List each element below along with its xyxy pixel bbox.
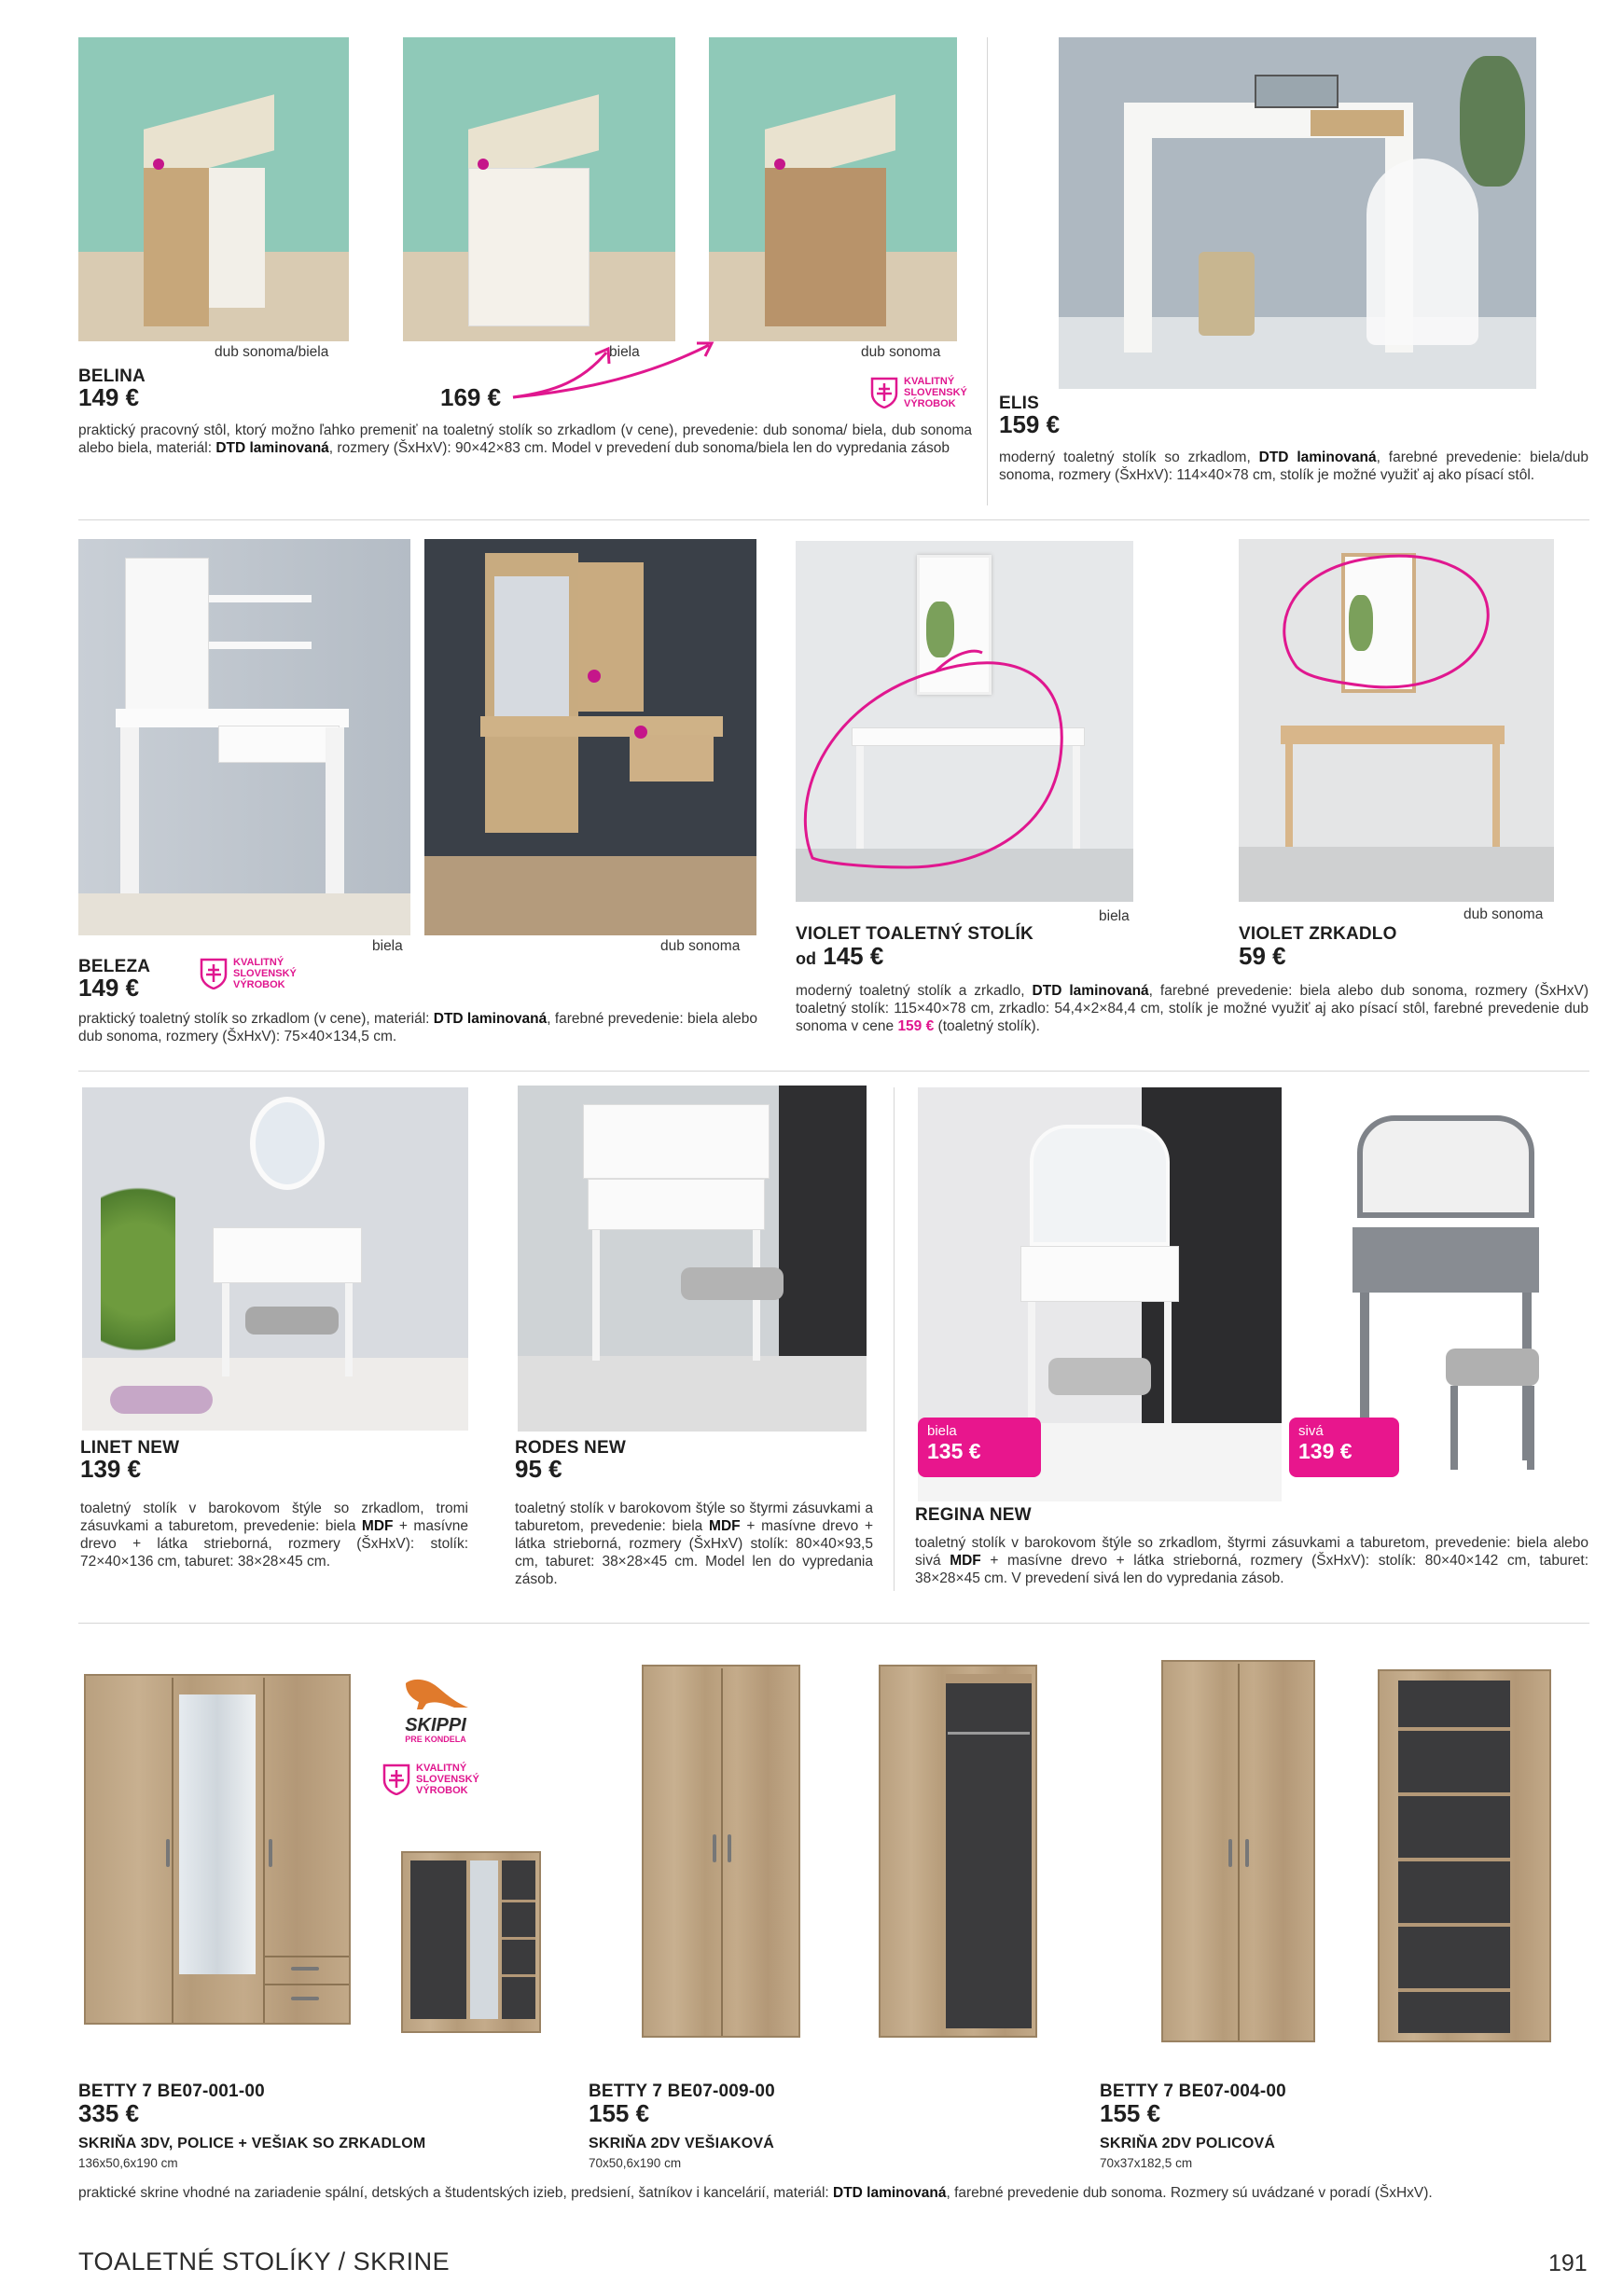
slovak-shield-icon — [200, 958, 228, 989]
price-beleza: 149 € — [78, 974, 140, 1002]
price-violet-zrkadlo: 59 € — [1239, 942, 1286, 970]
betty2-dimensions: 70x50,6x190 cm — [589, 2156, 682, 2170]
betty2-wardrobe-closed — [642, 1665, 800, 2038]
betty1-wardrobe-closed — [84, 1674, 351, 2025]
betty3-wardrobe-open — [1378, 1669, 1551, 2042]
price-violet-stolik — [796, 942, 883, 971]
betty2-wardrobe-open — [879, 1665, 1037, 2038]
badge-line: VÝROBOK — [904, 398, 956, 409]
belina-photo-white — [403, 37, 675, 341]
betty2-title: SKRIŇA 2DV VEŠIAKOVÁ — [589, 2136, 774, 2151]
price-betty1: 335 € — [78, 2099, 140, 2127]
price-betty2: 155 € — [589, 2099, 650, 2127]
slovak-shield-icon — [870, 377, 898, 408]
section-title: TOALETNÉ STOLÍKY / SKRINE — [78, 2248, 451, 2275]
linet-description: toaletný stolík v barokovom štýle so zrkadlom, tromi zásuvkami a taburetom, prevedenie: biela MDF + masívne drevo + látka strieborná, rozmery (ŠxHxV): stolík: 72×40×136 cm, taburet: 38×28×45 cm. — [80, 1501, 469, 1570]
price-value: 145 € — [823, 942, 884, 970]
rodes-description: toaletný stolík v barokovom štýle so štyrmi zásuvkami a taburetom, prevedenie: biela MDF + masívne drevo + látka strieborná, rozmery (ŠxHxV) stolík: 80×40×93,5 cm, taburet: 38×28×45 cm. Model len do vypredania zásob. — [515, 1501, 873, 1587]
price-belina: 149 € — [78, 383, 140, 411]
betty3-wardrobe-closed — [1161, 1660, 1315, 2042]
price-rodes: 95 € — [515, 1455, 562, 1483]
product-name-regina: REGINA NEW — [915, 1505, 1032, 1525]
tag-price: 139 € — [1298, 1439, 1352, 1463]
badge-line: VÝROBOK — [416, 1785, 468, 1796]
quality-badge — [870, 376, 967, 409]
pink-arrows — [508, 334, 723, 404]
betty3-title: SKRIŇA 2DV POLICOVÁ — [1100, 2136, 1276, 2151]
slovak-shield-icon — [382, 1763, 410, 1795]
price-elis: 159 € — [999, 410, 1061, 438]
violet-zrkadlo-variant: dub sonoma — [1463, 906, 1544, 922]
belina-variant-caption: dub sonoma — [861, 344, 941, 360]
badge-line: SLOVENSKÝ — [233, 968, 297, 979]
product-name-betty3: BETTY 7 BE07-004-00 — [1100, 2082, 1286, 2101]
page-number: 191 — [1548, 2250, 1588, 2276]
badge-line: KVALITNÝ — [416, 1763, 467, 1774]
skippi-tagline: PRE KONDELA — [405, 1735, 466, 1744]
linet-photo — [82, 1087, 468, 1431]
beleza-description: praktický toaletný stolík so zrkadlom (v cene), materiál: DTD laminovaná, farebné prevedenie: biela alebo dub sonoma, rozmery (ŠxHxV): 75×40×134,5 cm. — [78, 1011, 758, 1044]
badge-line: KVALITNÝ — [233, 957, 284, 968]
beleza-photo-white — [78, 539, 410, 935]
product-name-betty2: BETTY 7 BE07-009-00 — [589, 2082, 775, 2101]
kangaroo-icon — [398, 1674, 473, 1711]
price-prefix: od — [796, 949, 816, 968]
badge-line: SLOVENSKÝ — [904, 387, 967, 398]
regina-description: toaletný stolík v barokovom štýle so zrkadlom, štyrmi zásuvkami a taburetom, prevedenie: biela alebo sivá MDF + masívne drevo + látka strieborná, rozmery (ŠxHxV): stolík: 80×40×142 cm, taburet: 38×28×45 cm. V prevedení sivá len do vypredania zásob. — [915, 1535, 1588, 1586]
skippi-logo — [384, 1674, 487, 1749]
quality-badge — [382, 1763, 479, 1796]
tag-label: sivá — [1298, 1423, 1324, 1439]
price-belina-alt: 169 € — [440, 383, 502, 411]
tag-price: 135 € — [927, 1439, 981, 1463]
rodes-photo — [518, 1086, 867, 1432]
tag-label: biela — [927, 1423, 957, 1439]
belina-variant-caption: biela — [609, 344, 640, 360]
product-name-linet: LINET NEW — [80, 1438, 180, 1458]
product-name-violet-stolik: VIOLET TOALETNÝ STOLÍK — [796, 924, 1033, 944]
betty1-wardrobe-open — [401, 1851, 541, 2033]
regina-price-tag-grey — [1289, 1418, 1399, 1477]
badge-line: KVALITNÝ — [904, 376, 955, 387]
regina-price-tag-white — [918, 1418, 1041, 1477]
belina-variant-caption: dub sonoma/biela — [215, 344, 329, 360]
betty3-dimensions: 70x37x182,5 cm — [1100, 2156, 1193, 2170]
badge-line: SLOVENSKÝ — [416, 1774, 479, 1785]
price-betty3: 155 € — [1100, 2099, 1161, 2127]
violet-description: moderný toaletný stolík a zrkadlo, DTD laminovaná, farebné prevedenie: biela alebo dub sonoma, rozmery (ŠxHxV) toaletný stolík: 115×40×78 cm, zrkadlo: 54,4×2×84,4 cm, stolík je možné využiť aj ako písací stôl, farebné prevedenie dub sonoma v cene 159 € (toaletný stolík). — [796, 983, 1588, 1034]
violet-stolik-variant: biela — [1099, 908, 1130, 924]
pink-circle-highlight — [1269, 546, 1502, 704]
price-linet: 139 € — [80, 1455, 142, 1483]
elis-photo — [1059, 37, 1536, 389]
product-name-rodes: RODES NEW — [515, 1438, 626, 1458]
betty1-title: SKRIŇA 3DV, POLICE + VEŠIAK SO ZRKADLOM — [78, 2136, 426, 2151]
product-name-belina: BELINA — [78, 367, 146, 386]
quality-badge — [200, 957, 297, 990]
belina-photo-sonoma-white — [78, 37, 349, 341]
product-name-violet-zrkadlo: VIOLET ZRKADLO — [1239, 924, 1397, 944]
skippi-brand: SKIPPI — [405, 1715, 466, 1736]
beleza-variant-caption: biela — [372, 938, 403, 954]
pink-circle-highlight — [796, 634, 1075, 877]
betty1-dimensions: 136x50,6x190 cm — [78, 2156, 178, 2170]
product-name-elis: ELIS — [999, 394, 1040, 413]
elis-description: moderný toaletný stolík so zrkadlom, DTD laminovaná, farebné prevedenie: biela/dub sonoma, rozmery (ŠxHxV): 114×40×78 cm, stolík je možné využiť aj ako písací stôl. — [999, 450, 1588, 483]
product-name-beleza: BELEZA — [78, 957, 151, 976]
belina-photo-sonoma — [709, 37, 957, 341]
badge-line: VÝROBOK — [233, 979, 285, 990]
product-name-betty1: BETTY 7 BE07-001-00 — [78, 2082, 265, 2101]
belina-description: praktický pracovný stôl, ktorý možno ľahko premeniť na toaletný stolík so zrkadlom (v cene), prevedenie: dub sonoma/ biela, dub sonoma alebo biela, materiál: DTD laminovaná, rozmery (ŠxHxV): 90×42×83 cm. Model v prevedení dub sonoma/biela len do vypredania zásob — [78, 422, 972, 456]
beleza-variant-caption: dub sonoma — [660, 938, 741, 954]
betty-description: praktické skrine vhodné na zariadenie spální, detských a študentských izieb, predsiení, šatníkov i kancelárií, materiál: DTD laminovaná, farebné prevedenie dub sonoma. Rozmery sú uvádzané v poradí (ŠxHxV). — [78, 2185, 1433, 2201]
beleza-photo-sonoma — [424, 539, 756, 935]
